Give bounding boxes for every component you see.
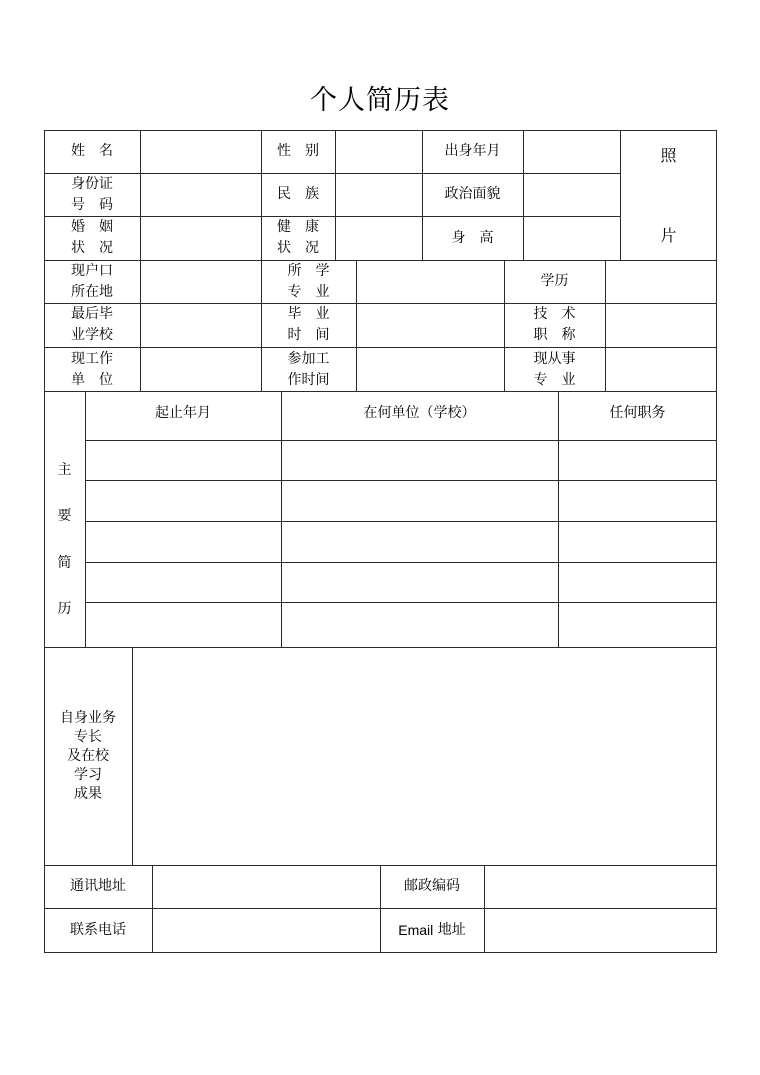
row-divider	[85, 480, 717, 481]
col-divider	[605, 260, 606, 392]
address-label: 通讯地址	[70, 878, 126, 894]
row-divider	[44, 347, 717, 348]
skills-label: 自身业务 专长 及在校 学习 成果	[60, 710, 116, 802]
ethnicity-label: 民 族	[277, 186, 319, 202]
basic-info-table	[44, 130, 717, 392]
col-divider	[523, 130, 524, 260]
postcode-label: 邮政编码	[404, 878, 460, 894]
row-divider	[44, 303, 717, 304]
graduation-label: 毕 业 时 间	[287, 306, 330, 343]
col-header-period: 起止年月	[155, 405, 211, 421]
tech-title-label: 技 术 职 称	[533, 306, 576, 343]
row-divider	[44, 260, 717, 261]
phone-label: 联系电话	[70, 922, 126, 938]
row-divider	[85, 440, 717, 441]
col-divider	[140, 130, 141, 392]
row-divider	[85, 602, 717, 603]
col-header-position: 任何职务	[609, 405, 666, 421]
current-field-label: 现从事 专 业	[533, 350, 576, 388]
col-divider	[356, 260, 357, 392]
email-label: Email 地址	[398, 922, 466, 938]
col-divider	[335, 130, 336, 260]
political-label: 政治面貌	[444, 186, 501, 202]
skills-section	[44, 647, 717, 866]
major-label: 所 学 专 业	[287, 262, 330, 300]
work-start-label: 参加工 作时间	[287, 350, 330, 388]
education-label: 学历	[540, 273, 569, 289]
birth-label: 出身年月	[444, 143, 501, 159]
id-number-label: 身份证 号 码	[71, 175, 113, 213]
work-unit-label: 现工作 单 位	[71, 350, 113, 388]
marital-label: 婚 姻 状 况	[71, 219, 113, 256]
row-divider	[85, 521, 717, 522]
resume-side-label: 主 要 简 历	[57, 462, 72, 617]
col-divider	[152, 865, 153, 953]
col-header-organization: 在何单位（学校）	[363, 405, 476, 421]
photo-label-top: 照	[660, 145, 677, 165]
row-divider	[85, 562, 717, 563]
page-title: 个人简历表	[310, 85, 450, 116]
gender-label: 性 别	[277, 143, 319, 159]
hukou-label: 现户口 所在地	[71, 262, 113, 300]
height-label: 身 高	[451, 229, 494, 246]
health-label: 健 康 状 况	[277, 219, 319, 256]
name-label: 姓 名	[71, 143, 113, 159]
photo-label-bottom: 片	[660, 225, 677, 245]
col-divider	[484, 865, 485, 953]
col-divider	[132, 647, 133, 866]
school-label: 最后毕 业学校	[71, 306, 113, 343]
